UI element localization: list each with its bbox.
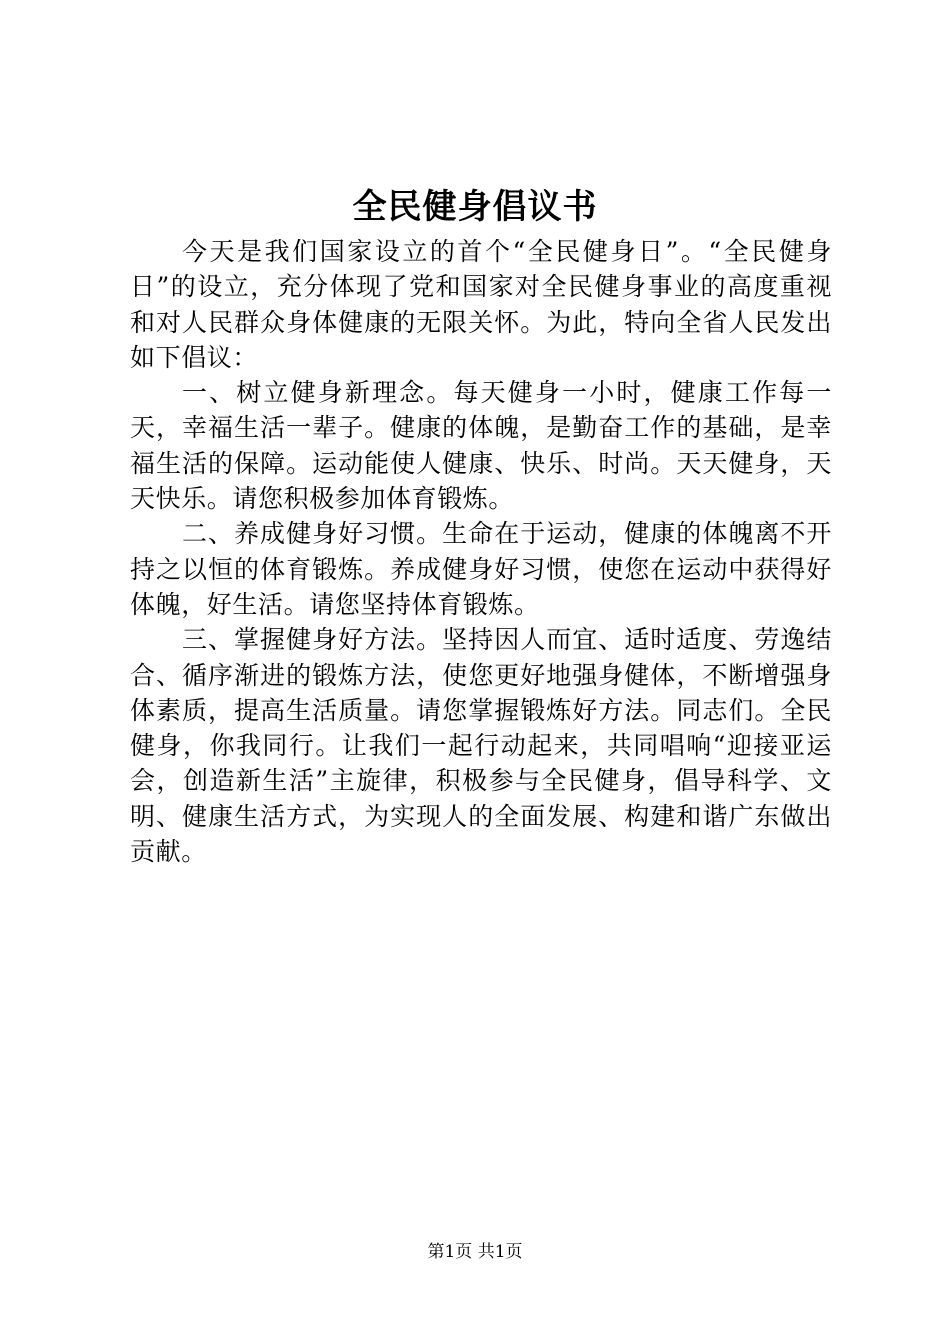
document-body — [130, 234, 832, 869]
paragraph-proposal-2: 二、养成健身好习惯。生命在于运动，健康的体魄离不开持之以恒的体育锻炼。养成健身好习惯，使您在运动中获得好体魄，好生活。请您坚持体育锻炼。 — [130, 519, 832, 619]
document-title: 全民健身倡议书 — [352, 187, 598, 227]
page-number-footer: 第1页 共1页 — [427, 1242, 523, 1262]
paragraph-proposal-3: 三、掌握健身好方法。坚持因人而宜、适时适度、劳逸结合、循序渐进的锻炼方法，使您更好地强身健体，不断增强身体素质，提高生活质量。请您掌握锻炼好方法。同志们。全民健身，你我同行。让我们一起行动起来，共同唱响“迎接亚运会，创造新生活”主旋律，积极参与全民健身，倡导科学、文明、健康生活方式，为实现人的全面发展、构建和谐广东做出贡献。 — [130, 625, 832, 867]
paragraph-proposal-1: 一、树立健身新理念。每天健身一小时，健康工作每一天，幸福生活一辈子。健康的体魄，是勤奋工作的基础，是幸福生活的保障。运动能使人健康、快乐、时尚。天天健身，天天快乐。请您积极参加体育锻炼。 — [130, 378, 832, 514]
paragraph-intro: 今天是我们国家设立的首个“全民健身日”。“全民健身日”的设立，充分体现了党和国家对全民健身事业的高度重视和对人民群众身体健康的无限关怀。为此，特向全省人民发出如下倡议： — [130, 237, 832, 372]
